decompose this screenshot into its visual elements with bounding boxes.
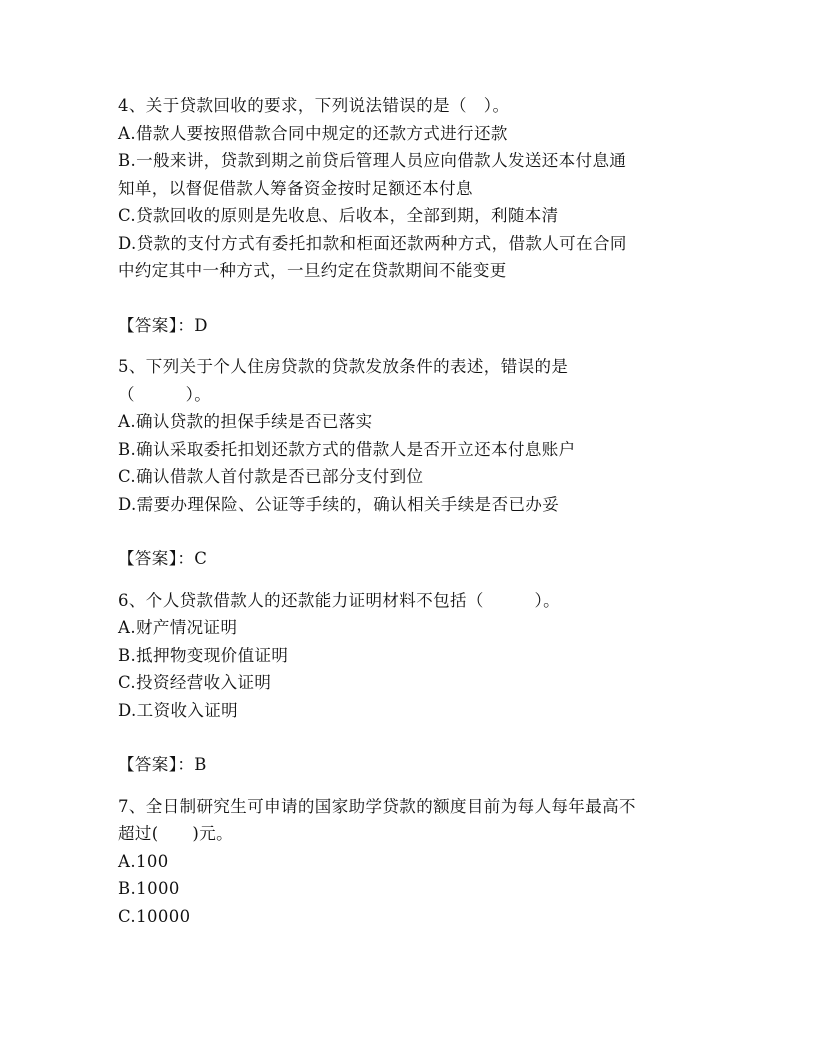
answer-text: 【答案】：C [118, 549, 208, 568]
option-c: C.10000 [118, 906, 191, 926]
answer-6 [118, 751, 698, 779]
answer-4 [118, 312, 698, 340]
question-7 [118, 793, 698, 931]
document-page [118, 92, 698, 930]
answer-5 [118, 545, 698, 573]
option-a: A.100 [118, 851, 169, 871]
question-stem-continued: （ ）。 [118, 384, 212, 404]
option-a: A.财产情况证明 [118, 618, 238, 637]
option-c: C.确认借款人首付款是否已部分支付到位 [118, 467, 424, 486]
option-d-continued: 中约定其中一种方式，一旦约定在贷款期间不能变更 [118, 261, 507, 280]
question-stem-continued: 超过( )元。 [118, 824, 234, 843]
question-stem: 6、个人贷款借款人的还款能力证明材料不包括（ ）。 [118, 590, 561, 610]
question-stem: 4、关于贷款回收的要求，下列说法错误的是（ ）。 [118, 96, 510, 115]
option-c: C.贷款回收的原则是先收息、后收本，全部到期，利随本清 [118, 206, 559, 225]
question-5 [118, 353, 698, 518]
option-d: D.需要办理保险、公证等手续的，确认相关手续是否已办妥 [118, 494, 560, 514]
option-a: A.借款人要按照借款合同中规定的还款方式进行还款 [118, 123, 508, 143]
question-stem: 7、全日制研究生可申请的国家助学贷款的额度目前为每人每年最高不 [118, 796, 636, 816]
question-6 [118, 587, 698, 725]
option-b-continued: 知单，以督促借款人筹备资金按时足额还本付息 [118, 178, 473, 198]
question-stem: 5、下列关于个人住房贷款的贷款发放条件的表述，错误的是 [118, 357, 569, 376]
option-a: A.确认贷款的担保手续是否已落实 [118, 412, 373, 431]
option-d: D.贷款的支付方式有委托扣款和柜面还款两种方式，借款人可在合同 [118, 233, 627, 253]
option-b: B.确认采取委托扣划还款方式的借款人是否开立还本付息账户 [118, 439, 576, 459]
option-b: B.1000 [118, 879, 180, 898]
option-d: D.工资收入证明 [118, 700, 239, 720]
question-4 [118, 92, 698, 285]
answer-text: 【答案】：D [118, 315, 208, 335]
answer-text: 【答案】：B [118, 755, 207, 774]
option-b: B.抵押物变现价值证明 [118, 645, 289, 665]
option-c: C.投资经营收入证明 [118, 673, 272, 692]
option-b: B.一般来讲，贷款到期之前贷后管理人员应向借款人发送还本付息通 [118, 151, 627, 170]
